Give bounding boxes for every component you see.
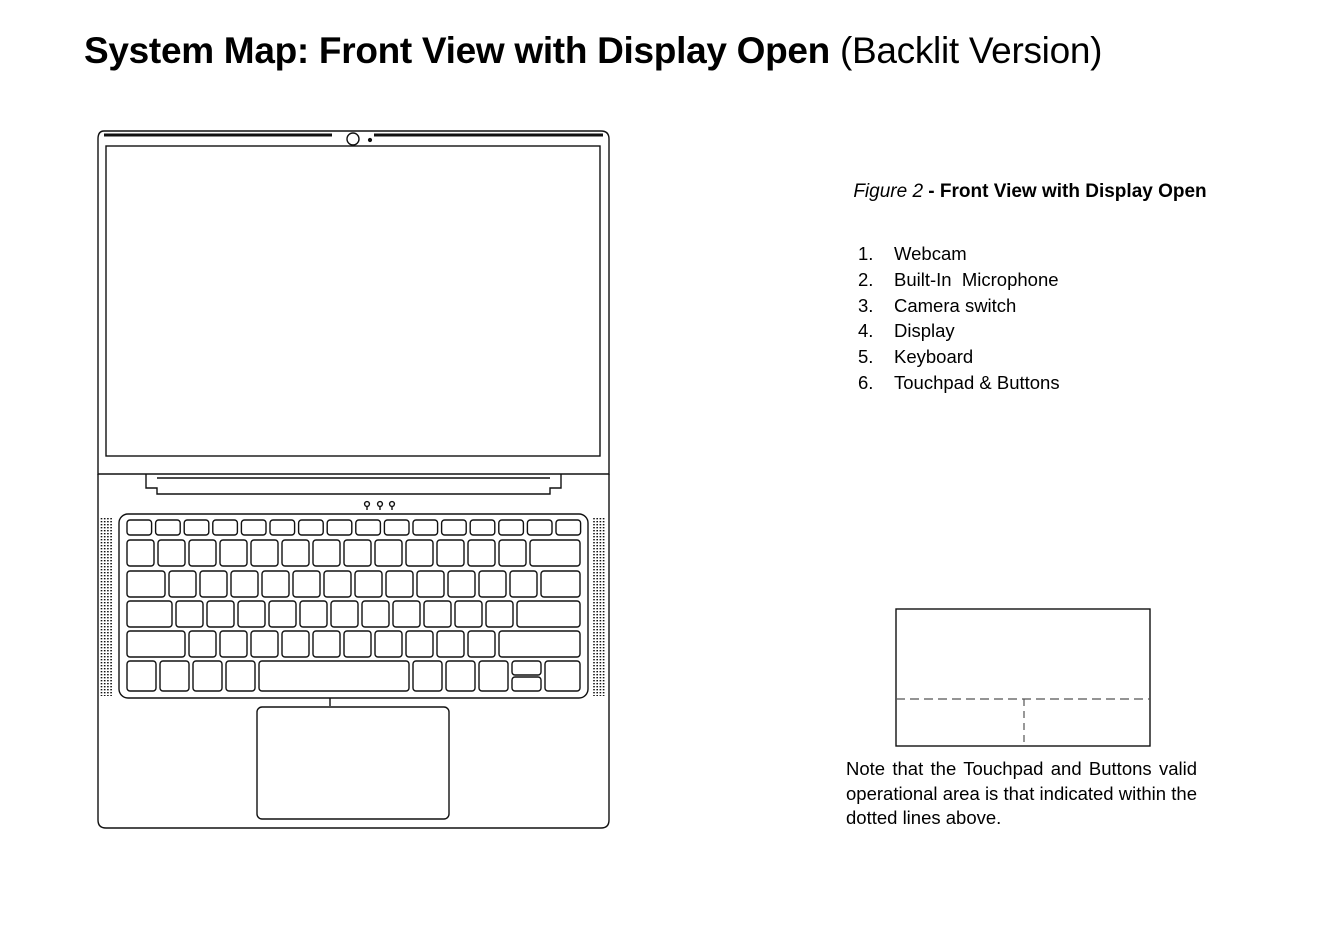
display-panel [106,146,600,456]
touchpad [257,707,449,819]
touchpad-note: Note that the Touchpad and Buttons valid operational area is that indicated within the dotted lines above. [846,758,1197,828]
key [251,540,278,566]
key [424,601,451,627]
laptop-base [98,474,609,828]
key [127,571,165,597]
key [269,601,296,627]
legend-item-keyboard: 5. Keyboard [858,346,974,368]
legend-item-camera-switch: 3. Camera switch [858,294,1017,316]
key [362,601,389,627]
key [327,520,352,535]
key [127,661,156,691]
key [220,631,247,657]
key [169,571,196,597]
webcam-icon [347,133,359,145]
hinge-outline [146,474,561,494]
key [300,601,327,627]
key [189,631,216,657]
laptop-front-view-diagram [0,0,620,932]
title-variant: (Backlit Version) [839,30,1103,71]
key [293,571,320,597]
key [127,540,154,566]
key [282,631,309,657]
key [331,601,358,627]
key [541,571,580,597]
key [270,520,295,535]
key [556,520,581,535]
key [468,540,495,566]
key [499,631,580,657]
right-arrow-key [545,661,580,691]
key [442,520,467,535]
touchpad-operational-area-diagram [894,607,1154,749]
key [386,571,413,597]
key [384,520,409,535]
key [251,631,278,657]
key [238,601,265,627]
key [156,520,181,535]
figure-title: Front View with Display Open [939,181,1207,202]
base-outline [98,474,609,828]
legend-item-microphone: 2. Built-In Microphone [858,268,1059,290]
figure-caption: Figure 2 - Front View with Display Open [853,181,1207,202]
key [313,540,340,566]
key [455,601,482,627]
figure-number: Figure 2 [853,181,924,202]
key [499,540,526,566]
key [393,601,420,627]
speaker-grille-right [594,518,604,696]
hinge [146,474,561,494]
key [193,661,222,691]
status-indicators [365,502,395,510]
key [375,631,402,657]
key [356,520,381,535]
key [176,601,203,627]
key [470,520,495,535]
key [448,571,475,597]
key [413,661,442,691]
lid-outline [98,131,609,474]
key [241,520,266,535]
legend-item-display: 4. Display [858,320,955,342]
key [375,540,402,566]
key [437,540,464,566]
key [517,601,580,627]
key [226,661,255,691]
key [313,631,340,657]
key [207,601,234,627]
key [530,540,580,566]
up-arrow-key [512,661,541,675]
key [299,520,324,535]
key [486,601,513,627]
key [158,540,185,566]
keyboard [127,520,581,691]
key [127,520,152,535]
key [527,520,552,535]
touchpad-detail-outline [896,609,1150,746]
key [344,540,371,566]
component-legend [858,241,1060,396]
key [355,571,382,597]
key [184,520,209,535]
key [437,631,464,657]
key [406,540,433,566]
key [127,601,172,627]
key [231,571,258,597]
key [344,631,371,657]
key [127,631,185,657]
key [200,571,227,597]
key [213,520,238,535]
legend-item-webcam: 1. Webcam [858,243,967,264]
key [262,571,289,597]
key [220,540,247,566]
spacebar [259,661,409,691]
title-main: System Map: Front View with Display Open [84,30,830,71]
key [510,571,537,597]
key [406,631,433,657]
display-lid [98,131,609,474]
key [324,571,351,597]
key [413,520,438,535]
microphone-icon [369,139,372,142]
key [417,571,444,597]
key [479,571,506,597]
left-arrow-key [479,661,508,691]
key [499,520,524,535]
down-arrow-key [512,677,541,691]
key [468,631,495,657]
key [282,540,309,566]
key [189,540,216,566]
speaker-grille-left [102,518,112,696]
key [160,661,189,691]
key [446,661,475,691]
legend-item-touchpad: 6. Touchpad & Buttons [858,371,1060,393]
